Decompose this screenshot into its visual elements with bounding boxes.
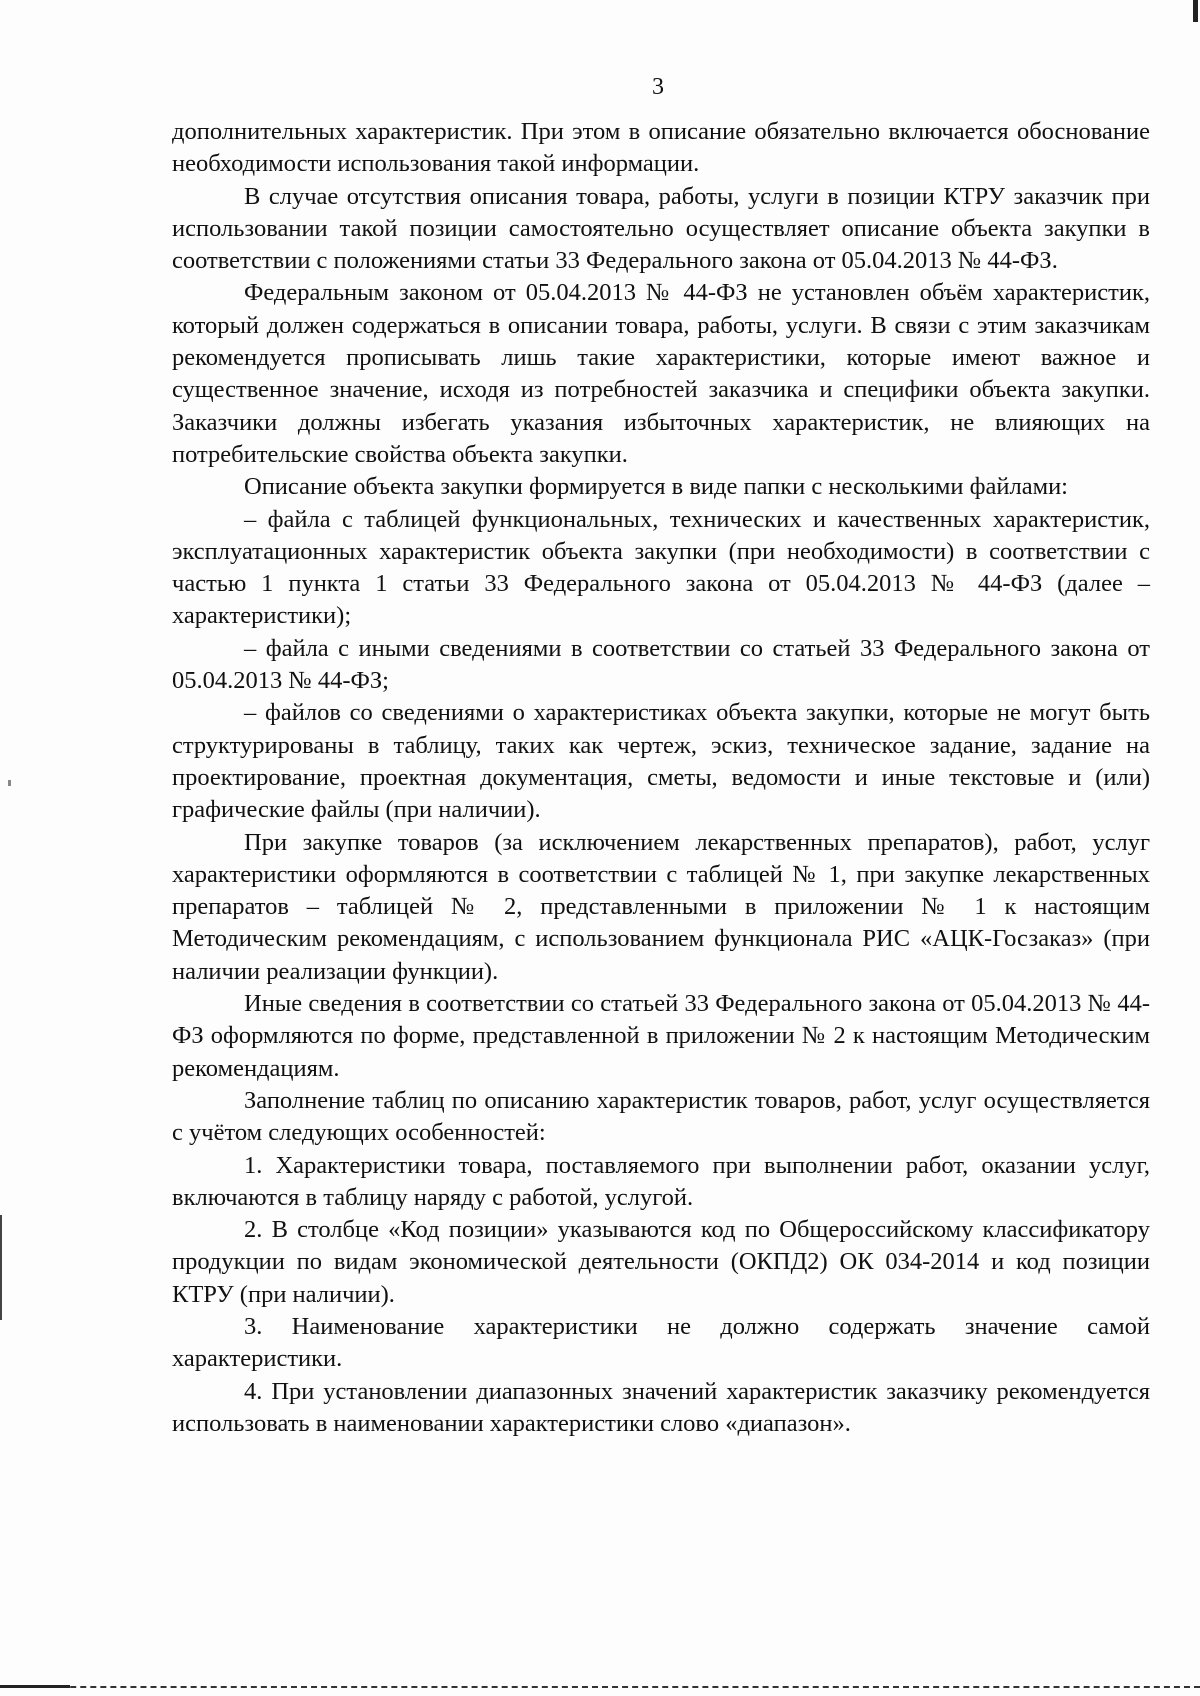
list-item-unstructured-files: – файлов со сведениями о характеристиках объекта закупки, которые не могут быть структурированы в таблицу, таких как чертеж, эскиз, техническое задание, задание на проектирование, проектная документация, сметы, ведомости и иные текстовые и (или) графические файлы (при наличии). [172,699,1150,824]
bottom-scan-rule [0,1686,1200,1688]
list-item-other-info-file: – файла с иными сведениями в соответствии со статьей 33 Федерального закона от 05.04.2013 № 44-ФЗ; [172,634,1150,695]
page-number: 3 [652,74,664,100]
scan-edge-line [0,1215,2,1320]
paragraph-characteristics-volume: Федеральным законом от 05.04.2013 № 44-ФЗ не установлен объём характеристик, который должен содержаться в описании товара, работы, услуги. В связи с этим заказчикам рекомендуется прописывать лишь такие характеристики, которые имеют важное и существенное значение, исходя из потребностей заказчика и специфики объекта закупки. Заказчики должны избегать указания избыточных характеристик, не влияющих на потребительские свойства объекта закупки. [172,279,1150,468]
paragraph-ktru-missing-description: В случае отсутствия описания товара, работы, услуги в позиции КТРУ заказчик при использовании такой позиции самостоятельно осуществляет описание объекта закупки в соответствии с положениями статьи 33 Федерального закона от 05.04.2013 № 44-ФЗ. [172,182,1150,275]
numbered-item-4: 4. При установлении диапазонных значений характеристик заказчику рекомендуется использовать в наименовании характеристики слово «диапазон». [172,1377,1150,1437]
numbered-item-1: 1. Характеристики товара, поставляемого при выполнении работ, оказании услуг, включаются в таблицу наряду с работой, услугой. [172,1151,1150,1211]
paragraph-folder-structure: Описание объекта закупки формируется в виде папки с несколькими файлами: [244,473,1068,501]
bottom-scan-rule-solid [0,1685,70,1688]
document-body [172,116,1150,1440]
numbered-item-2: 2. В столбце «Код позиции» указываются код по Общероссийскому классификатору продукции по видам экономической деятельности (ОКПД2) ОК 034-2014 и код позиции КТРУ (при наличии). [172,1216,1150,1308]
paragraph-tables-usage: При закупке товаров (за исключением лекарственных препаратов), работ, услуг характеристики оформляются в соответствии с таблицей № 1, при закупке лекарственных препаратов – таблицей № 2, представленными в приложении № 1 к настоящим Методическим рекомендациям, с использованием функционала РИС «АЦК-Госзаказ» (при наличии реализации функции). [172,828,1150,985]
paragraph-continuation: дополнительных характеристик. При этом в описание обязательно включается обоснование необходимости использования такой информации. [172,118,1150,178]
scan-tick [8,780,11,786]
paragraph-filling-features: Заполнение таблиц по описанию характеристик товаров, работ, услуг осуществляется с учётом следующих особенностей: [172,1086,1150,1147]
paragraph-other-info-form: Иные сведения в соответствии со статьей 33 Федерального закона от 05.04.2013 № 44-ФЗ оформляются по форме, представленной в приложении № 2 к настоящим Методическим рекомендациям. [172,990,1150,1082]
numbered-item-3: 3. Наименование характеристики не должно содержать значение самой характеристики. [172,1312,1150,1373]
scan-mark [1193,0,1198,22]
list-item-characteristics-file: – файла с таблицей функциональных, технических и качественных характеристик, эксплуатационных характеристик объекта закупки (при необходимости) в соответствии с частью 1 пункта 1 статьи 33 Федерального закона от 05.04.2013 № 44-ФЗ (далее – характеристики); [172,505,1150,630]
